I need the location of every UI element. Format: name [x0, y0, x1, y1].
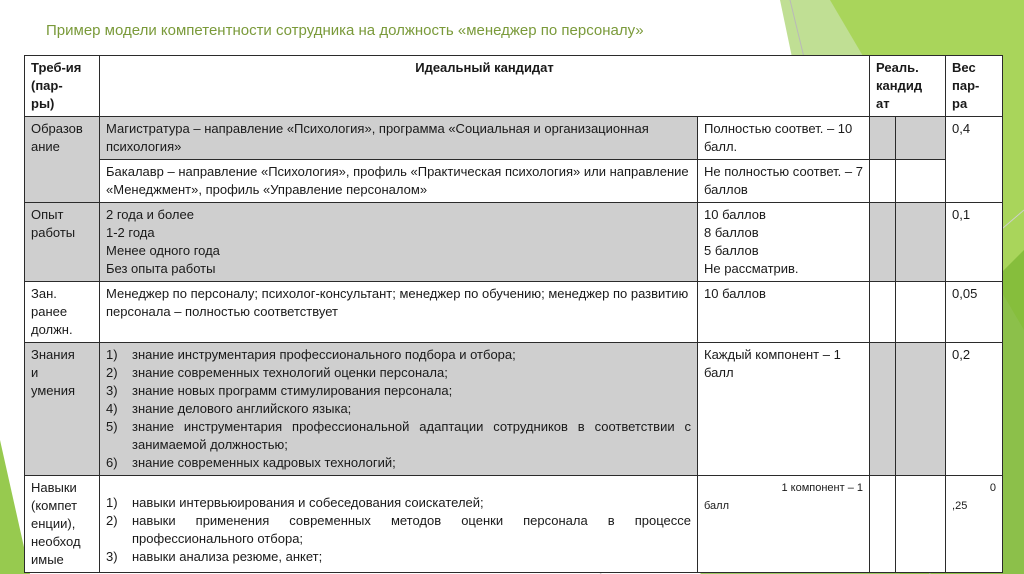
score-option: 8 баллов [704, 225, 759, 240]
list-item [106, 548, 691, 566]
item-number: 5) [106, 419, 118, 434]
list-item [106, 346, 691, 364]
score-line: 1 компонент – 1 [781, 482, 864, 494]
real-candidate-cell [896, 282, 946, 343]
item-text: навыки применения современных методов оценки персонала в процессе профессионального отбора; [132, 513, 691, 546]
ideal-description [100, 343, 698, 476]
label-line: умения [31, 383, 76, 398]
label-line: (компет [31, 498, 78, 513]
score-cell: Полностью соответ. – 10 балл. [698, 117, 870, 160]
header-req-line: (пар- [31, 78, 63, 93]
header-real-line: кандид [876, 78, 923, 93]
weight-value: 0,4 [946, 117, 1003, 203]
label-line: ание [31, 139, 60, 154]
experience-option: Менее одного года [106, 243, 220, 258]
weight-value: 0,05 [946, 282, 1003, 343]
label-line: и [31, 365, 39, 380]
score-option: 5 баллов [704, 243, 759, 258]
score-cell [698, 203, 870, 282]
slide-title: Пример модели компетентности сотрудника на должность «менеджер по персоналу» [46, 22, 644, 39]
requirement-label [25, 282, 100, 343]
score-line: балл [704, 500, 730, 512]
weight-line: 0 [989, 482, 997, 494]
label-line: ранее [31, 304, 68, 319]
requirement-label [25, 203, 100, 282]
label-line: Навыки [31, 480, 77, 495]
list-item [106, 418, 691, 454]
experience-option: Без опыта работы [106, 261, 216, 276]
score-cell: Каждый компонент – 1 балл [698, 343, 870, 476]
item-text: знание современных технологий оценки персонала; [132, 365, 448, 380]
skills-list [106, 494, 691, 566]
table-row-knowledge [25, 343, 1003, 476]
item-number: 1) [106, 347, 118, 362]
item-text: знание современных кадровых технологий; [132, 455, 396, 470]
score-cell [698, 476, 870, 573]
list-item [106, 512, 691, 548]
item-text: знание делового английского языка; [132, 401, 352, 416]
item-text: знание инструментария профессионального подбора и отбора; [132, 347, 516, 362]
ideal-description [100, 203, 698, 282]
header-weight-line: пар- [952, 78, 980, 93]
ideal-description: Менеджер по персоналу; психолог-консультант; менеджер по обучению; менеджер по развитию персонала – полностью соответствует [100, 282, 698, 343]
weight-value: 0,2 [946, 343, 1003, 476]
real-candidate-cell [870, 476, 896, 573]
header-requirements [25, 56, 100, 117]
table-row-education [25, 117, 1003, 160]
label-line: енции), [31, 516, 76, 531]
table-row-education-2 [25, 160, 1003, 203]
real-candidate-cell [896, 343, 946, 476]
weight-value: 0,1 [946, 203, 1003, 282]
label-line: Образов [31, 121, 83, 136]
score-option: 10 баллов [704, 207, 766, 222]
list-item [106, 382, 691, 400]
header-weight-line: Вес [952, 60, 976, 75]
item-text: навыки анализа резюме, анкет; [132, 549, 323, 564]
real-candidate-cell [870, 343, 896, 476]
header-ideal-candidate: Идеальный кандидат [100, 56, 870, 117]
label-line: Зан. [31, 286, 57, 301]
header-real-line: Реаль. [876, 60, 919, 75]
header-real-line: ат [876, 96, 890, 111]
experience-option: 2 года и более [106, 207, 194, 222]
header-weight-line: ра [952, 96, 968, 111]
score-cell: 10 баллов [698, 282, 870, 343]
real-candidate-cell [870, 282, 896, 343]
real-candidate-cell [896, 203, 946, 282]
header-req-line: ры) [31, 96, 55, 111]
requirement-label [25, 117, 100, 203]
header-real-candidate [870, 56, 946, 117]
competence-table [24, 55, 1003, 573]
item-number: 4) [106, 401, 118, 416]
label-line: Опыт [31, 207, 64, 222]
label-line: Знания [31, 347, 75, 362]
item-number: 1) [106, 495, 118, 510]
ideal-description: Магистратура – направление «Психология», программа «Социальная и организационная психология» [100, 117, 698, 160]
item-number: 2) [106, 513, 118, 528]
item-text: навыки интервьюирования и собеседования соискателей; [132, 495, 484, 510]
requirement-label [25, 343, 100, 476]
header-req-line: Треб-ия [31, 60, 82, 75]
label-line: должн. [31, 322, 73, 337]
weight-value [946, 476, 1003, 573]
real-candidate-cell [870, 117, 896, 160]
item-number: 3) [106, 383, 118, 398]
knowledge-list [106, 346, 691, 472]
score-cell: Не полностью соответ. – 7 баллов [698, 160, 870, 203]
real-candidate-cell [870, 160, 896, 203]
list-item [106, 494, 691, 512]
header-weight [946, 56, 1003, 117]
weight-line: ,25 [952, 500, 968, 512]
real-candidate-cell [896, 117, 946, 160]
label-line: работы [31, 225, 76, 240]
list-item [106, 400, 691, 418]
item-number: 3) [106, 549, 118, 564]
score-option: Не рассматрив. [704, 261, 799, 276]
table-row-positions [25, 282, 1003, 343]
real-candidate-cell [870, 203, 896, 282]
label-line: имые [31, 552, 64, 567]
ideal-description [100, 476, 698, 573]
experience-option: 1-2 года [106, 225, 155, 240]
list-item [106, 454, 691, 472]
item-text: знание новых программ стимулирования персонала; [132, 383, 453, 398]
table-header-row [25, 56, 1003, 117]
table-row-skills [25, 476, 1003, 573]
ideal-description: Бакалавр – направление «Психология», профиль «Практическая психология» или направление «Менеджмент», профиль «Управление персоналом» [100, 160, 698, 203]
item-number: 6) [106, 455, 118, 470]
item-text: знание инструментария профессиональной адаптации сотрудников в соответствии с занимаемой должностью; [132, 419, 691, 452]
requirement-label [25, 476, 100, 573]
real-candidate-cell [896, 476, 946, 573]
item-number: 2) [106, 365, 118, 380]
real-candidate-cell [896, 160, 946, 203]
list-item [106, 364, 691, 382]
table-row-experience [25, 203, 1003, 282]
label-line: необход [31, 534, 81, 549]
